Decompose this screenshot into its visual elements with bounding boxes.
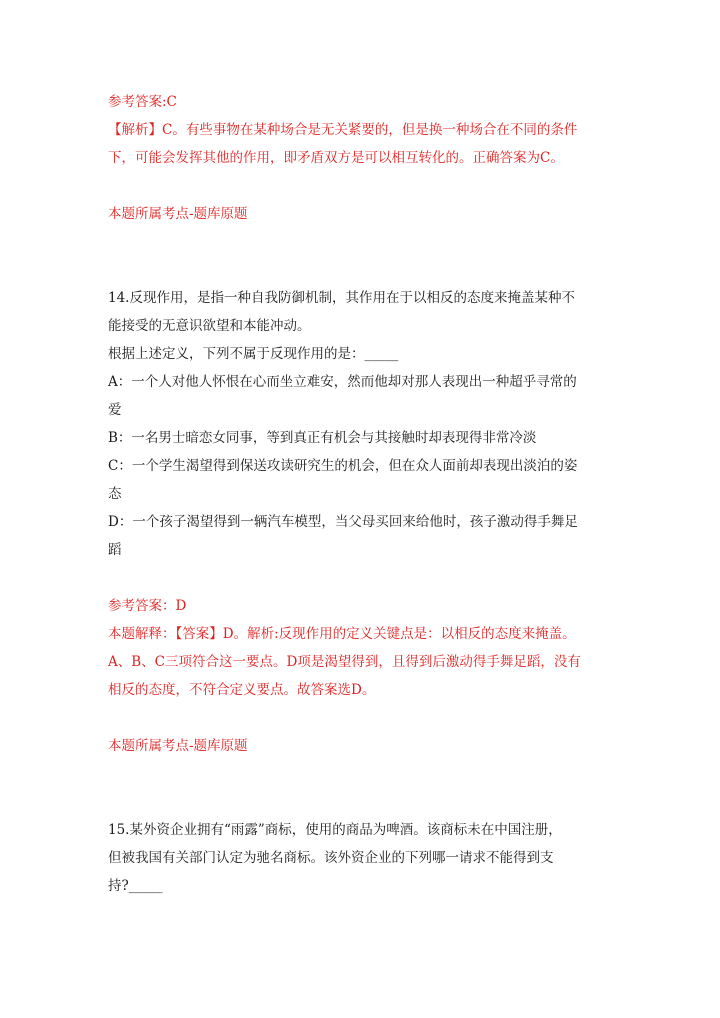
q14-option-d-line-2: 蹈: [108, 542, 122, 558]
q14-option-c-line-2: 态: [108, 486, 122, 502]
q15-stem-line-3: 持?_____: [108, 878, 163, 894]
q14-option-b: B：一名男士暗恋女同事，等到真正有机会与其接触时却表现得非常冷淡: [108, 430, 537, 446]
q13-answer: 参考答案:C: [108, 94, 177, 110]
q14-option-c-line-1: C：一个学生渴望得到保送攻读研究生的机会，但在众人面前却表现出淡泊的姿: [108, 458, 578, 474]
q14-option-a-line-2: 爱: [108, 402, 122, 418]
q13-source: 本题所属考点-题库原题: [108, 206, 248, 222]
q14-explanation-line-1: 本题解释：【答案】D。解析:反现作用的定义关键点是：以相反的态度来掩盖。: [108, 626, 576, 642]
q14-answer: 参考答案：D: [108, 598, 187, 614]
q15-stem-line-2: 但被我国有关部门认定为驰名商标。该外资企业的下列哪一请求不能得到支: [108, 850, 554, 866]
q14-explanation-line-2: A、B、C三项符合这一要点。D项是渴望得到，且得到后激动得手舞足蹈，没有: [108, 654, 581, 670]
q13-analysis-line-2: 下，可能会发挥其他的作用，即矛盾双方是可以相互转化的。正确答案为C。: [108, 150, 564, 166]
q14-option-a-line-1: A：一个人对他人怀恨在心而坐立难安，然而他却对那人表现出一种超乎寻常的: [108, 374, 577, 390]
document-page: [108, 88, 618, 900]
q14-stem-line-2: 能接受的无意识欲望和本能冲动。: [108, 318, 311, 334]
q13-analysis-line-1: 【解析】C。有些事物在某种场合是无关紧要的，但是换一种场合在不同的条件: [108, 122, 578, 138]
q14-option-d-line-1: D：一个孩子渴望得到一辆汽车模型，当父母买回来给他时，孩子激动得手舞足: [108, 514, 578, 530]
q14-source: 本题所属考点-题库原题: [108, 738, 248, 754]
q14-explanation-line-3: 相反的态度，不符合定义要点。故答案选D。: [108, 682, 376, 698]
q14-prompt: 根据上述定义，下列不属于反现作用的是：_____: [108, 346, 399, 362]
q14-stem-line-1: 14.反现作用，是指一种自我防御机制，其作用在于以相反的态度来掩盖某种不: [108, 290, 575, 306]
q15-stem-line-1: 15.某外资企业拥有“雨露”商标，使用的商品为啤酒。该商标未在中国注册，: [108, 822, 562, 838]
